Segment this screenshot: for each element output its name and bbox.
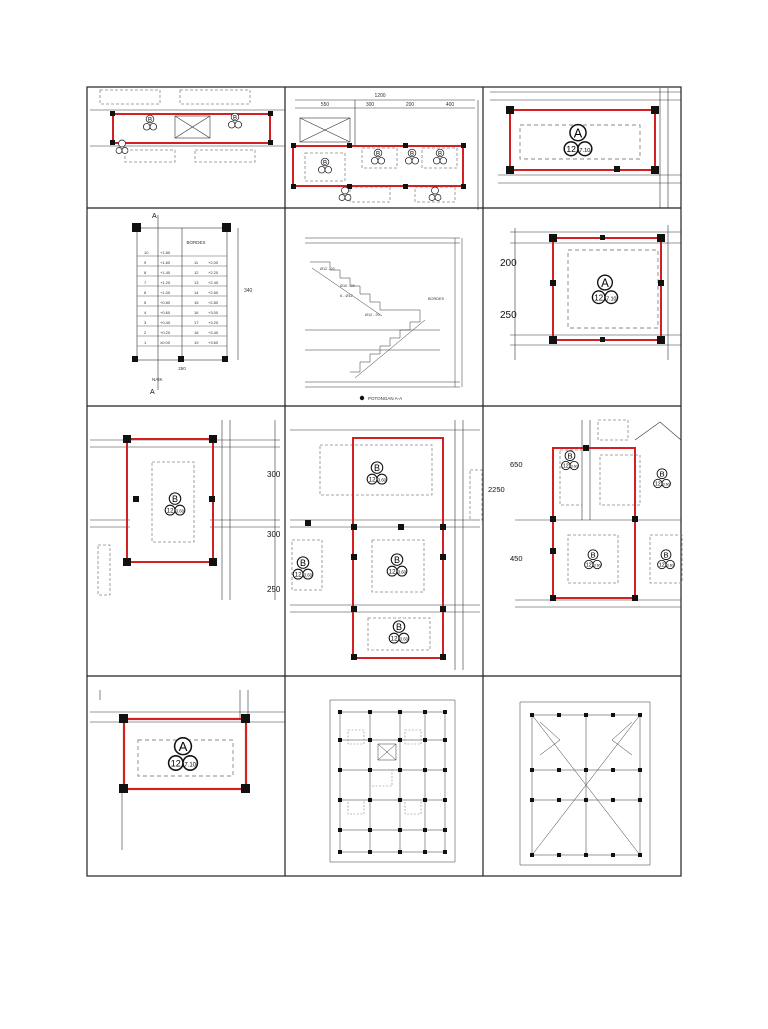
section-mark: A <box>150 389 155 396</box>
column-marker <box>443 738 447 742</box>
step-level: +3.60 <box>208 340 219 345</box>
panel-11-overall-plan <box>330 700 455 862</box>
step-number: 11 <box>194 260 199 265</box>
step-level: +2.20 <box>208 270 219 275</box>
column-marker <box>443 798 447 802</box>
tag-number: 12 <box>390 635 398 643</box>
tag-letter: B <box>373 462 381 473</box>
step-level: +1.00 <box>160 290 171 295</box>
tag-letter: B <box>147 117 153 124</box>
tag-letter: B <box>299 557 307 568</box>
tag-letter: B <box>171 493 179 504</box>
step-number: 5 <box>144 300 147 305</box>
tag-letter: B <box>322 160 328 167</box>
column-marker <box>368 768 372 772</box>
column-marker <box>423 798 427 802</box>
step-level: +2.60 <box>208 290 219 295</box>
tag-number: 12 <box>368 476 376 484</box>
step-level: +0.40 <box>160 320 171 325</box>
column-marker <box>398 738 402 742</box>
tag-number: 12 <box>654 481 661 488</box>
highlight-frame <box>553 448 635 598</box>
step-level: +3.40 <box>208 330 219 335</box>
column-marker <box>368 828 372 832</box>
column-marker <box>443 768 447 772</box>
dimension-label: 1200 <box>374 93 386 99</box>
column-marker <box>443 710 447 714</box>
tag-level: 7.10 <box>579 148 591 155</box>
tag-number: 12 <box>562 463 569 470</box>
step-number: 3 <box>144 320 147 325</box>
dimension-label: 2250 <box>488 485 505 494</box>
tag-level: 7.10 <box>184 762 197 769</box>
column-marker <box>338 710 342 714</box>
step-level: +0.20 <box>160 330 171 335</box>
dimension-label: 250 <box>267 585 281 594</box>
tag-letter: B <box>409 151 415 158</box>
tag-letter: B <box>437 151 443 158</box>
tag-level: 3.60 <box>377 477 386 483</box>
column-marker <box>530 798 534 802</box>
tag-letter: B <box>375 151 381 158</box>
tag-letter: B <box>567 451 573 461</box>
tag-level: 3.60 <box>175 508 184 514</box>
column-marker <box>338 828 342 832</box>
step-number: 6 <box>144 290 147 295</box>
panel-8-detail <box>290 420 482 670</box>
panel-12-overall-plan <box>520 702 650 865</box>
dimension-label: 300 <box>267 530 281 539</box>
step-number: 1 <box>144 340 147 345</box>
step-level: +1.40 <box>160 270 171 275</box>
tag-level: 3.60 <box>397 569 406 575</box>
tag-level: 3.60 <box>593 563 601 568</box>
step-level: +1.80 <box>160 250 171 255</box>
step-level: +1.60 <box>160 260 171 265</box>
step-number: 19 <box>194 340 199 345</box>
column-marker <box>443 828 447 832</box>
tag-level: 3.60 <box>662 482 670 487</box>
column-marker <box>557 768 561 772</box>
dimension-label: 650 <box>510 460 523 469</box>
panel-10-detail <box>90 690 285 850</box>
highlight-frame <box>113 114 270 143</box>
column-marker <box>338 798 342 802</box>
step-level: +0.80 <box>160 300 171 305</box>
tag-letter: B <box>393 554 401 565</box>
step-level: +0.60 <box>160 310 171 315</box>
column-marker <box>398 850 402 854</box>
step-number: 10 <box>144 250 149 255</box>
rebar-label: Ø12 - 20 <box>365 313 380 317</box>
tag-letter: A <box>178 739 188 754</box>
column-marker <box>530 713 534 717</box>
section-caption: POTONGAN A-A <box>368 396 403 401</box>
section-mark: A <box>152 213 157 220</box>
step-number: 14 <box>194 290 199 295</box>
column-marker <box>443 850 447 854</box>
step-number: 17 <box>194 320 199 325</box>
column-marker <box>530 768 534 772</box>
dimension-label: 300 <box>267 470 281 479</box>
panel-1-plan <box>90 90 285 162</box>
column-marker <box>611 768 615 772</box>
rebar-label: Ø12 - 20 <box>320 267 335 271</box>
step-number: 18 <box>194 330 199 335</box>
step-number: 2 <box>144 330 147 335</box>
tag-level: 3.60 <box>303 572 312 578</box>
step-level: ±0.00 <box>160 340 170 345</box>
tag-letter: B <box>663 550 669 560</box>
column-marker <box>557 798 561 802</box>
step-level: +3.00 <box>208 310 219 315</box>
step-number: 16 <box>194 310 199 315</box>
dimension-label: 300 <box>365 102 375 108</box>
step-table-left <box>144 250 171 345</box>
step-number: 15 <box>194 300 199 305</box>
column-marker <box>638 853 642 857</box>
column-marker <box>338 738 342 742</box>
column-marker <box>338 768 342 772</box>
dimension-label: 250 <box>178 366 186 371</box>
step-number: 13 <box>194 280 199 285</box>
tag-level: 3.60 <box>399 636 408 642</box>
dimension-label: 550 <box>320 102 330 108</box>
step-number: 9 <box>144 260 147 265</box>
column-marker <box>638 768 642 772</box>
tag-number: 12 <box>166 507 174 515</box>
column-marker <box>368 798 372 802</box>
column-marker <box>584 798 588 802</box>
column-marker <box>611 798 615 802</box>
column-tag <box>564 125 592 156</box>
dimension-label: 250 <box>500 310 517 321</box>
panel-7-detail <box>90 420 281 600</box>
panel-3-detail <box>490 88 681 208</box>
column-marker <box>423 828 427 832</box>
column-marker <box>638 798 642 802</box>
panel-5-stair-section <box>305 238 462 401</box>
tag-number: 12 <box>658 562 665 569</box>
step-level: +1.20 <box>160 280 171 285</box>
tag-number: 12 <box>594 293 604 303</box>
dimension-label: 200 <box>405 102 415 108</box>
dimension-label: 200 <box>500 258 517 269</box>
rebar-label: 6 - Ø12 <box>340 294 353 298</box>
step-level: +2.40 <box>208 280 219 285</box>
column-marker <box>368 710 372 714</box>
step-level: +2.00 <box>208 260 219 265</box>
column-marker <box>638 713 642 717</box>
column-marker <box>423 738 427 742</box>
column-marker <box>423 768 427 772</box>
step-number: 7 <box>144 280 147 285</box>
column-marker <box>423 710 427 714</box>
landing-label: BORDES <box>428 297 445 301</box>
column-marker <box>423 850 427 854</box>
step-level: +2.80 <box>208 300 219 305</box>
column-marker <box>584 853 588 857</box>
panel-6-detail <box>500 225 681 360</box>
tag-number: 12 <box>294 571 302 579</box>
dimension-label: 400 <box>445 102 455 108</box>
tag-letter: B <box>232 115 238 122</box>
step-table-right <box>194 260 219 345</box>
column-marker <box>398 768 402 772</box>
tag-level: 3.60 <box>570 464 578 469</box>
column-marker <box>611 713 615 717</box>
tag-letter: A <box>601 277 609 290</box>
column-marker <box>368 850 372 854</box>
dimension-label: 450 <box>510 554 523 563</box>
column-marker <box>557 713 561 717</box>
tag-number: 12 <box>566 144 576 155</box>
column-marker <box>530 853 534 857</box>
tag-number: 12 <box>388 568 396 576</box>
tag-number: 12 <box>585 562 592 569</box>
panel-4-stair-plan <box>132 213 253 396</box>
column-marker <box>611 853 615 857</box>
column-marker <box>584 713 588 717</box>
panel-2-plan <box>291 93 478 210</box>
tag-letter: B <box>590 550 596 560</box>
step-number: 4 <box>144 310 147 315</box>
tag-level: 3.60 <box>666 563 674 568</box>
rebar-label: Ø10 - 20 <box>340 284 355 288</box>
tag-number: 12 <box>170 758 181 769</box>
column-tag <box>143 115 156 130</box>
tag-letter: B <box>395 621 403 632</box>
column-marker <box>368 738 372 742</box>
column-marker <box>584 768 588 772</box>
column-grid <box>338 710 447 854</box>
column-marker <box>338 850 342 854</box>
panel-9-detail <box>488 420 682 607</box>
step-number: 12 <box>194 270 199 275</box>
ascent-label: NAIK <box>152 377 163 382</box>
landing-label: BORDES <box>186 240 206 245</box>
tag-letter: A <box>573 126 583 141</box>
step-level: +3.20 <box>208 320 219 325</box>
step-number: 8 <box>144 270 147 275</box>
tag-letter: B <box>659 469 665 479</box>
column-marker <box>398 828 402 832</box>
column-marker <box>557 853 561 857</box>
column-marker <box>398 710 402 714</box>
dimension-label: 340 <box>244 288 253 294</box>
column-marker <box>398 798 402 802</box>
tag-level: 7.10 <box>606 296 617 303</box>
